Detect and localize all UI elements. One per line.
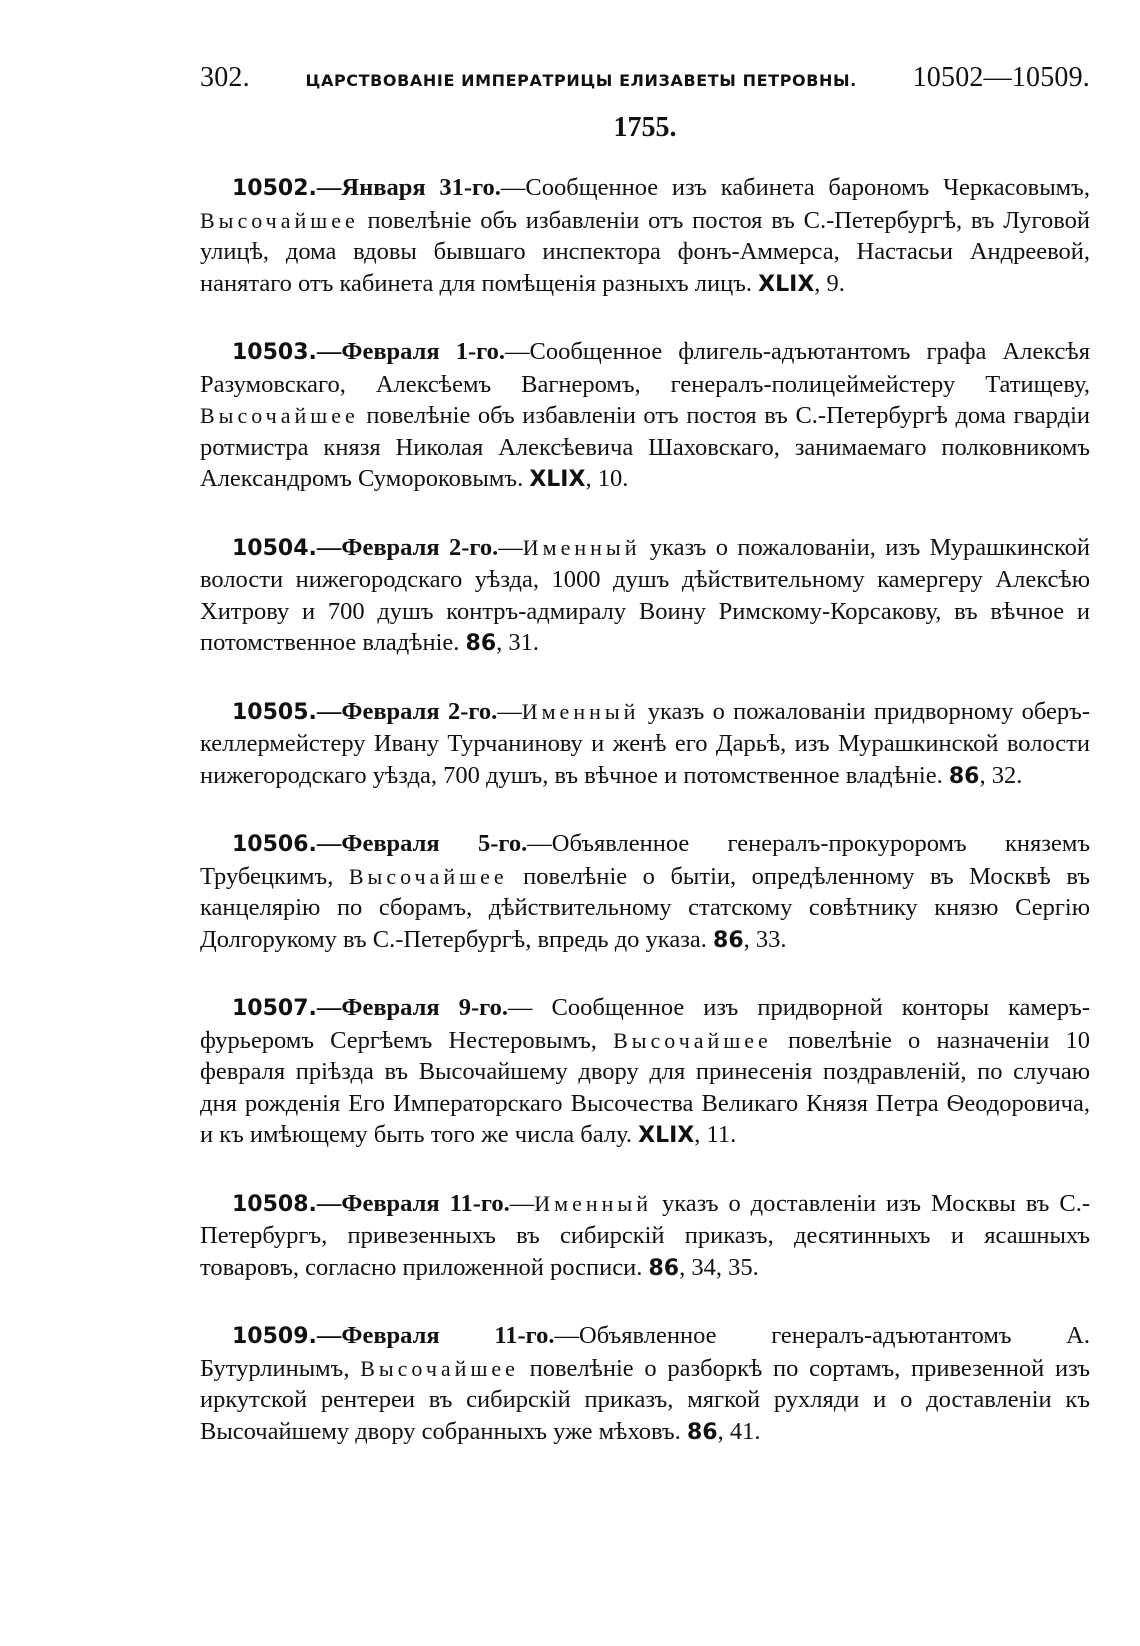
entry-source: 86 [648, 1255, 680, 1281]
entry-number: 10507. [232, 996, 317, 1021]
entry-source: XLIX [638, 1123, 695, 1148]
entry-text: —Объявленное генералъ-прокуроромъ княземъ Трубецкимъ, [200, 830, 1090, 890]
entry-text: повелѣніе о назначеніи 10 февраля пріѣзда въ Высочайшему двору для принесенія поздравленій, по случаю дня рожденія Его Императорскаго Высочества Великаго Князя Петра Ѳеодоровича, и къ имѣющему быть того же числа балу. [200, 1026, 1090, 1148]
entry-10503 [200, 336, 1090, 496]
entry-source: 86 [686, 1419, 718, 1445]
entry-spaced-word: Именный [521, 698, 640, 724]
running-title: ЦАРСТВОВАНІЕ ИМПЕРАТРИЦЫ ЕЛИЗАВЕТЫ ПЕТРОВНЫ. [305, 71, 857, 90]
entry-text: —Сообщенное изъ кабинета барономъ Черкасовымъ, [500, 174, 1090, 201]
page-number: 302. [200, 62, 250, 93]
entry-text: указъ о пожалованіи придворному оберъ-келлермейстеру Ивану Турчанинову и женѣ его Дарьѣ, изъ Мурашкинской волости нижегородскаго уѣзда, 700 душъ, въ вѣчное и потомственное владѣніе. [200, 697, 1091, 789]
entry-date: —Февраля 2-го. [316, 697, 498, 725]
entry-text: повелѣніе объ избавленіи отъ постоя въ С.-Петербургѣ дома гвардіи ротмистра князя Николая Алексѣевича Шаховскаго, занимаемаго полковникомъ Александромъ Сумороковымъ. [200, 402, 1090, 492]
entry-date: —Февраля 5-го. [316, 830, 528, 857]
entry-reference: , 32. [979, 761, 1023, 789]
entry-10509 [200, 1320, 1090, 1448]
entry-date: —Февраля 9-го. [316, 994, 508, 1021]
entry-number: 10508. [232, 1191, 317, 1217]
entry-date: —Февраля 11-го. [316, 1322, 555, 1349]
year-heading: 1755. [613, 112, 677, 143]
entry-source: XLIX [529, 467, 586, 492]
entry-text: —Сообщенное флигель-адъютантомъ графа Алексѣя Разумовскаго, Алексѣемъ Вагнеромъ, генералъ-полицеймейстеру Татищеву, [200, 338, 1090, 398]
entry-spaced-word: Высочайшее [200, 403, 359, 428]
entry-text: повелѣніе объ избавленіи отъ постоя въ С.-Петербургѣ, въ Луговой улицѣ, дома вдовы бывшаго инспектора фонъ-Аммерса, Настасьи Андреевой, нанятаго отъ кабинета для помѣщенія разныхъ лицъ. [200, 206, 1091, 297]
entry-spaced-word: Именный [534, 1190, 652, 1216]
entry-source: 86 [465, 631, 497, 656]
entry-number: 10503. [232, 340, 317, 365]
entry-reference: , 34, 35. [679, 1253, 759, 1281]
entry-spaced-word: Высочайшее [348, 863, 508, 889]
entry-10506 [200, 828, 1090, 956]
entry-10507 [200, 992, 1090, 1152]
entry-number: 10506. [232, 832, 317, 857]
entry-text: — Сообщенное изъ придворной конторы камеръ-фурьеромъ Сергѣемъ Нестеровымъ, [200, 994, 1090, 1054]
entry-range: 10502—10509. [912, 62, 1090, 93]
entry-reference: , 41. [717, 1417, 761, 1445]
entry-text: указъ о пожалованіи, изъ Мурашкинской волости нижегородскаго уѣзда, 1000 душъ дѣйствительному камергеру Алексѣю Хитрову и 700 душъ контръ-адмиралу Воину Римскому-Корсакову, въ вѣчное и потомственное владѣніе. [200, 533, 1091, 656]
entry-number: 10509. [232, 1324, 317, 1349]
entry-spaced-word: Именный [522, 534, 641, 560]
entry-text: — [497, 697, 522, 725]
entry-date: —Января 31-го. [316, 174, 501, 201]
entry-reference: , 9. [814, 269, 845, 297]
entry-10505 [200, 696, 1090, 793]
entry-text: указъ о доставленіи изъ Москвы въ С.-Петербургъ, привезенныхъ въ сибирскій приказъ, десятинныхъ и ясашныхъ товаровъ, согласно приложенной росписи. [200, 1189, 1091, 1281]
entry-text: повелѣніе о бытіи, опредѣленному въ Москвѣ въ канцелярію по сборамъ, дѣйствительному статскому совѣтнику князю Сергію Долгорукому въ С.-Петербургѣ, впредь до указа. [200, 862, 1091, 953]
entry-number: 10505. [232, 699, 317, 725]
entry-date: —Февраля 1-го. [316, 338, 506, 365]
entry-source: XLIX [758, 271, 815, 297]
entry-10504 [200, 532, 1090, 660]
entry-text: — [498, 533, 523, 561]
entry-text: повелѣніе о разборкѣ по сортамъ, привезенной изъ иркутской рентереи въ сибирскій приказъ, мягкой рухляди и о доставленіи къ Высочайшему двору собранныхъ уже мѣховъ. [200, 1354, 1090, 1445]
entry-10508 [200, 1188, 1090, 1285]
entry-source: 86 [948, 763, 980, 789]
entry-spaced-word: Высочайшее [613, 1027, 772, 1053]
entry-10502 [200, 172, 1090, 300]
entry-number: 10504. [232, 535, 317, 561]
running-header [200, 62, 1090, 94]
page [200, 62, 1090, 1484]
entry-reference: , 10. [585, 465, 629, 492]
entry-spaced-word: Высочайшее [200, 207, 359, 233]
entry-text: — [509, 1189, 535, 1217]
entry-number: 10502. [232, 176, 317, 201]
entry-reference: , 31. [496, 629, 540, 656]
entry-spaced-word: Высочайшее [360, 1355, 519, 1381]
entry-reference: , 33. [743, 925, 787, 953]
entry-text: —Объявленное генералъ-адъютантомъ А. Бутурлинымъ, [200, 1322, 1090, 1382]
entry-date: —Февраля 11-го. [316, 1189, 510, 1217]
entry-source: 86 [713, 927, 744, 953]
entry-date: —Февраля 2-го. [316, 533, 499, 561]
entry-reference: , 11. [694, 1121, 737, 1148]
